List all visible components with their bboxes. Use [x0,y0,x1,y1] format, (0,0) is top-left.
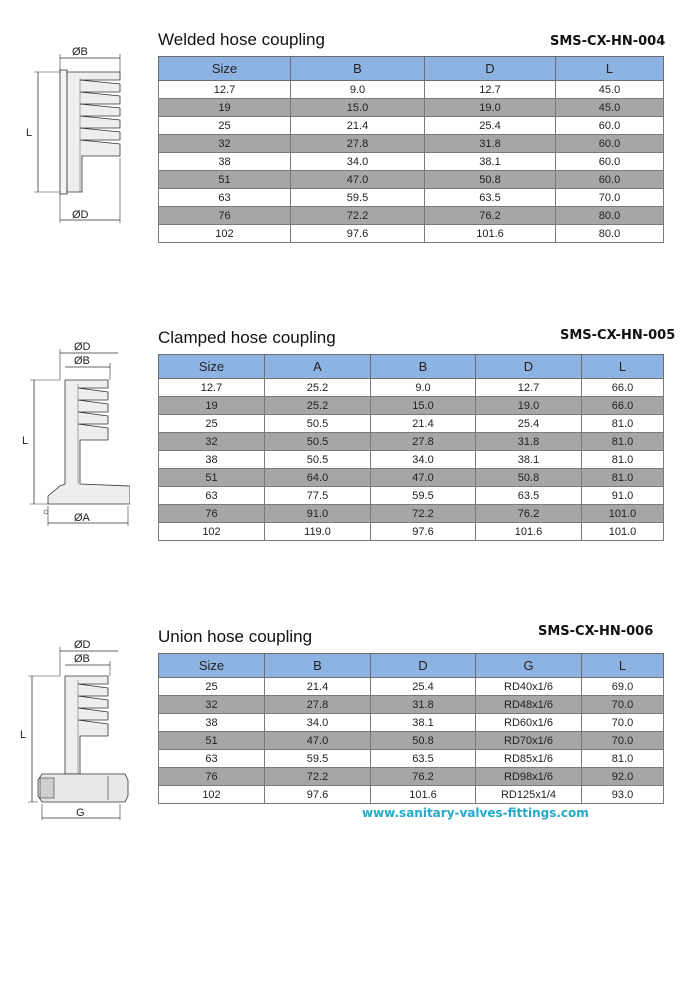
label-a: ØA [74,512,90,524]
column-header: Size [159,654,265,678]
cell: 72.2 [371,505,476,523]
column-header: B [371,355,476,379]
cell: 38.1 [476,451,582,469]
cell: 59.5 [265,750,371,768]
cell: 76.2 [425,207,556,225]
table-row [159,469,664,487]
cell: 91.0 [582,487,664,505]
column-header: Size [159,57,291,81]
cell: 45.0 [556,99,664,117]
cell: 66.0 [582,379,664,397]
cell: 19.0 [425,99,556,117]
cell: 34.0 [291,153,425,171]
column-header: D [425,57,556,81]
cell: 81.0 [582,469,664,487]
cell: 21.4 [265,678,371,696]
table-header-row [159,654,664,678]
cell: 15.0 [291,99,425,117]
cell: RD40x1/6 [476,678,582,696]
column-header: B [265,654,371,678]
cell: 21.4 [371,415,476,433]
label-l: L [20,729,27,741]
cell: 60.0 [556,135,664,153]
cell: 47.0 [371,469,476,487]
label-g: G [76,807,85,819]
cell: RD70x1/6 [476,732,582,750]
table-row [159,379,664,397]
drawing-union [20,634,130,829]
cell: 76 [159,768,265,786]
product-code: SMS-CX-HN-005 [560,328,676,343]
clamped-coupling-drawing [20,336,130,536]
cell: 66.0 [582,397,664,415]
table-row [159,117,664,135]
column-header: L [582,355,664,379]
cell: 12.7 [159,379,265,397]
cell: 25.4 [371,678,476,696]
drawing-clamped [20,336,130,541]
table-row [159,786,664,804]
cell: 9.0 [291,81,425,99]
cell: 12.7 [476,379,582,397]
cell: 119.0 [265,523,371,541]
cell: 101.6 [371,786,476,804]
cell: 76 [159,207,291,225]
table-row [159,505,664,523]
cell: 19.0 [476,397,582,415]
cell: 27.8 [371,433,476,451]
table-row [159,523,664,541]
product-code: SMS-CX-HN-004 [550,34,666,49]
cell: 102 [159,786,265,804]
cell: 32 [159,433,265,451]
cell: 38.1 [371,714,476,732]
cell: 63.5 [425,189,556,207]
cell: 64.0 [265,469,371,487]
table-header-row [159,355,664,379]
cell: 60.0 [556,117,664,135]
cell: 70.0 [582,696,664,714]
cell: 15.0 [371,397,476,415]
section-title: Union hose coupling [158,627,313,646]
cell: 81.0 [582,451,664,469]
cell: 80.0 [556,225,664,243]
cell: 21.4 [291,117,425,135]
cell: 70.0 [582,714,664,732]
table-row [159,714,664,732]
cell: 51 [159,469,265,487]
cell: 63 [159,189,291,207]
cell: RD48x1/6 [476,696,582,714]
cell: 102 [159,523,265,541]
cell: 25.2 [265,397,371,415]
cell: 51 [159,171,291,189]
label-d: ØD [74,639,91,651]
column-header: G [476,654,582,678]
cell: 50.5 [265,415,371,433]
table-row [159,207,664,225]
label-d: ØD [72,209,89,221]
cell: 38 [159,714,265,732]
website-link[interactable]: www.sanitary-valves-fittings.com [362,806,589,820]
cell: 9.0 [371,379,476,397]
table-row [159,415,664,433]
cell: 12.7 [159,81,291,99]
cell: 38 [159,153,291,171]
cell: 70.0 [582,732,664,750]
column-header: Size [159,355,265,379]
cell: 31.8 [476,433,582,451]
label-l: L [26,127,33,139]
cell: RD85x1/6 [476,750,582,768]
table-row [159,433,664,451]
column-header: B [291,57,425,81]
table-row [159,135,664,153]
cell: 47.0 [265,732,371,750]
cell: 50.8 [425,171,556,189]
table-row [159,153,664,171]
cell: 97.6 [371,523,476,541]
cell: 72.2 [265,768,371,786]
cell: 101.0 [582,505,664,523]
cell: 34.0 [371,451,476,469]
cell: 45.0 [556,81,664,99]
spec-table-welded [158,56,664,243]
section-title: Clamped hose coupling [158,328,336,347]
cell: 32 [159,696,265,714]
cell: 27.8 [265,696,371,714]
cell: 38.1 [425,153,556,171]
cell: 97.6 [265,786,371,804]
column-header: L [556,57,664,81]
table-row [159,750,664,768]
label-b: ØB [74,355,90,367]
column-header: D [476,355,582,379]
cell: 97.6 [291,225,425,243]
welded-coupling-drawing [20,38,130,238]
table-row [159,678,664,696]
cell: 69.0 [582,678,664,696]
column-header: A [265,355,371,379]
product-code: SMS-CX-HN-006 [538,624,654,639]
cell: 27.8 [291,135,425,153]
cell: 51 [159,732,265,750]
cell: 60.0 [556,171,664,189]
section-title: Welded hose coupling [158,30,325,49]
cell: 91.0 [265,505,371,523]
cell: 76.2 [476,505,582,523]
cell: 31.8 [425,135,556,153]
cell: 32 [159,135,291,153]
cell: RD98x1/6 [476,768,582,786]
table-header-row [159,57,664,81]
label-b: ØB [74,653,90,665]
cell: 63.5 [371,750,476,768]
spec-table-union [158,653,664,804]
cell: RD60x1/6 [476,714,582,732]
table-row [159,225,664,243]
cell: 25.2 [265,379,371,397]
cell: 63.5 [476,487,582,505]
table-row [159,732,664,750]
cell: 80.0 [556,207,664,225]
cell: 19 [159,397,265,415]
cell: 25 [159,415,265,433]
cell: 81.0 [582,415,664,433]
table-row [159,189,664,207]
cell: 102 [159,225,291,243]
cell: 76 [159,505,265,523]
cell: 60.0 [556,153,664,171]
cell: 101.0 [582,523,664,541]
drawing-welded [20,38,130,243]
cell: 50.5 [265,451,371,469]
cell: 25.4 [425,117,556,135]
table-row [159,171,664,189]
cell: 47.0 [291,171,425,189]
cell: 76.2 [371,768,476,786]
spec-table-clamped [158,354,664,541]
union-coupling-drawing [20,634,130,824]
table-row [159,81,664,99]
cell: 12.7 [425,81,556,99]
cell: 59.5 [291,189,425,207]
cell: RD125x1/4 [476,786,582,804]
cell: 59.5 [371,487,476,505]
cell: 81.0 [582,433,664,451]
table-row [159,768,664,786]
cell: 70.0 [556,189,664,207]
cell: 101.6 [425,225,556,243]
cell: 25 [159,117,291,135]
label-b: ØB [72,46,88,58]
cell: 72.2 [291,207,425,225]
column-header: L [582,654,664,678]
cell: 63 [159,750,265,768]
cell: 77.5 [265,487,371,505]
cell: 34.0 [265,714,371,732]
cell: 81.0 [582,750,664,768]
table-row [159,99,664,117]
cell: 50.5 [265,433,371,451]
label-d: ØD [74,341,91,353]
cell: 101.6 [476,523,582,541]
cell: 92.0 [582,768,664,786]
cell: 50.8 [371,732,476,750]
cell: 25.4 [476,415,582,433]
cell: 19 [159,99,291,117]
table-row [159,696,664,714]
column-header: D [371,654,476,678]
table-row [159,397,664,415]
label-l: L [22,435,29,447]
cell: 38 [159,451,265,469]
cell: 93.0 [582,786,664,804]
cell: 31.8 [371,696,476,714]
table-row [159,451,664,469]
cell: 25 [159,678,265,696]
cell: 63 [159,487,265,505]
cell: 50.8 [476,469,582,487]
table-row [159,487,664,505]
